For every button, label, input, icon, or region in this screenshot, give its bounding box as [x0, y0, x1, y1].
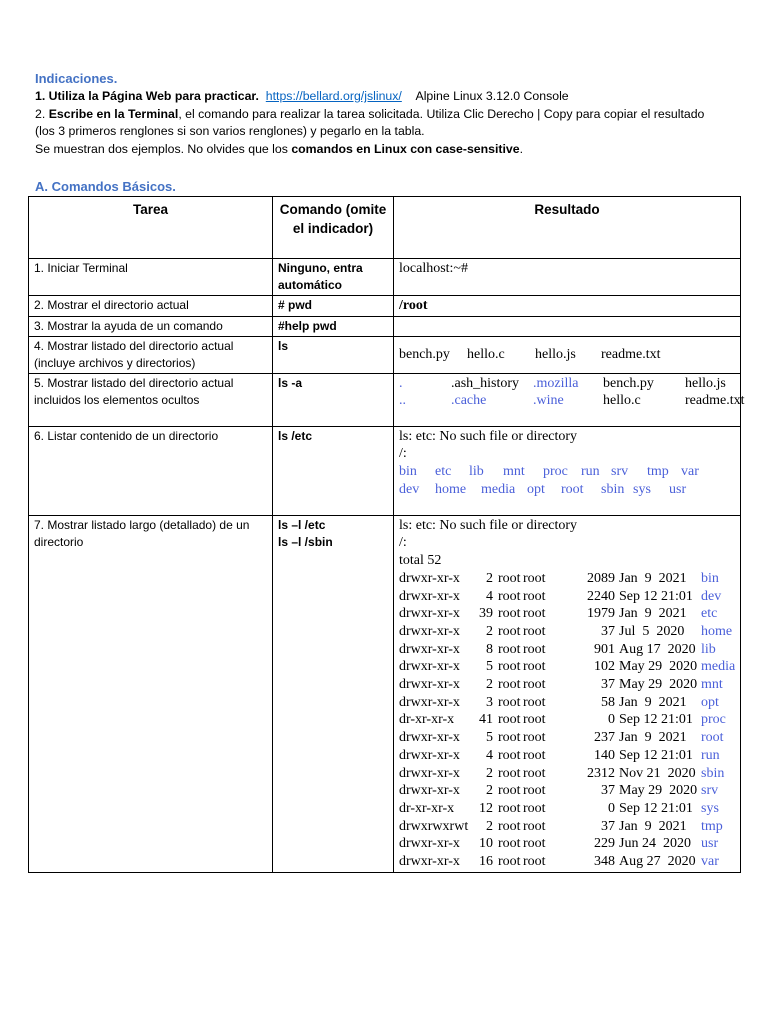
group-field: root	[523, 712, 546, 728]
row4-comando: ls	[273, 336, 394, 373]
size-field: 37	[601, 818, 615, 834]
size-date-name	[577, 711, 735, 729]
links-cell	[471, 605, 493, 623]
table-header-row	[29, 197, 741, 259]
group-field: root	[523, 694, 546, 710]
links-cell	[471, 729, 493, 747]
date-field: Nov 21 2020	[619, 765, 696, 781]
links-owner	[471, 818, 523, 836]
perm-field: drwxr-xr-x	[399, 659, 460, 675]
long-listing-row	[399, 588, 735, 606]
row5-comando: ls -a	[273, 373, 394, 426]
links-field: 41	[479, 712, 493, 728]
group-field: root	[523, 606, 546, 622]
table-row	[29, 316, 741, 336]
links-cell	[471, 747, 493, 765]
dir-name-field: opt	[701, 694, 719, 710]
perm-field: drwxrwxrwt	[399, 818, 469, 834]
size-field: 2089	[587, 570, 615, 586]
group-field: root	[523, 659, 546, 675]
links-field: 2	[486, 765, 493, 781]
dir-entry: media	[481, 481, 516, 497]
owner-field: root	[498, 765, 521, 781]
date-field: Sep 12 21:01	[619, 712, 693, 728]
group-field: root	[523, 570, 546, 586]
links-owner	[471, 747, 523, 765]
dir-entry: etc	[435, 464, 452, 480]
date-field: Sep 12 21:01	[619, 747, 693, 763]
links-owner	[471, 711, 523, 729]
file-entry: hello.js	[685, 375, 726, 391]
group-field: root	[523, 623, 546, 639]
instruction-line-4	[35, 141, 740, 159]
owner-field: root	[498, 854, 521, 870]
group-field: root	[523, 730, 546, 746]
row1-tarea: 1. Iniciar Terminal	[29, 259, 273, 296]
size-date-name	[577, 729, 735, 747]
size-date-name	[577, 853, 735, 871]
dir-name-field: sys	[701, 800, 719, 816]
perm-field: drwxr-xr-x	[399, 854, 460, 870]
dir-name-field: etc	[701, 606, 718, 622]
dir-entry: run	[581, 464, 600, 480]
dir-entry: srv	[611, 464, 629, 480]
owner-field: root	[498, 659, 521, 675]
links-cell	[471, 658, 493, 676]
links-field: 5	[486, 730, 493, 746]
dir-name-field: root	[701, 730, 724, 746]
row2-tarea: 2. Mostrar el directorio actual	[29, 296, 273, 317]
links-cell	[471, 570, 493, 588]
row7-comando-1: ls –l /etc	[278, 517, 326, 532]
links-cell	[471, 694, 493, 712]
size-field: 0	[608, 712, 615, 728]
date-field: Jan 9 2021	[619, 570, 687, 586]
dir-name-field: dev	[701, 588, 722, 604]
links-field: 2	[486, 818, 493, 834]
size-date-name	[577, 835, 735, 853]
links-field: 10	[479, 836, 493, 852]
date-field: Aug 27 2020	[619, 854, 696, 870]
long-listing-row	[399, 729, 735, 747]
dir-entry: opt	[527, 481, 545, 497]
instruction-line-2	[35, 106, 740, 124]
row7-resultado	[394, 515, 741, 872]
file-entry: hello.js	[535, 346, 576, 362]
perm-field: drwxr-xr-x	[399, 836, 460, 852]
perm-field: drwxr-xr-x	[399, 588, 460, 604]
links-owner	[471, 588, 523, 606]
perm-field: drwxr-xr-x	[399, 623, 460, 639]
header-tarea: Tarea	[29, 197, 273, 259]
size-field: 229	[594, 836, 615, 852]
long-listing-row	[399, 853, 735, 871]
file-entry: .ash_history	[451, 375, 520, 391]
file-entry: hello.c	[467, 346, 505, 362]
perm-field: drwxr-xr-x	[399, 747, 460, 763]
row5-resultado	[394, 373, 745, 426]
links-owner	[471, 782, 523, 800]
size-date-name	[577, 588, 735, 606]
date-field: Jul 5 2020	[619, 623, 685, 639]
file-entry: bench.py	[399, 346, 450, 362]
perm-field: dr-xr-xr-x	[399, 800, 455, 816]
date-field: Jan 9 2021	[619, 818, 687, 834]
links-field: 8	[486, 641, 493, 657]
long-listing	[399, 570, 735, 871]
instruction-4-text: Se muestran dos ejemplos. No olvides que los	[35, 141, 292, 156]
dir-name-field: home	[701, 623, 733, 639]
table-row	[29, 259, 741, 296]
row2-resultado	[394, 296, 741, 317]
links-owner	[471, 729, 523, 747]
dir-entry: var	[681, 464, 699, 480]
dir-name-field: proc	[701, 712, 726, 728]
links-field: 3	[486, 694, 493, 710]
long-listing-row	[399, 747, 735, 765]
dir-entry: tmp	[647, 464, 669, 480]
long-listing-row	[399, 818, 735, 836]
size-date-name	[577, 800, 735, 818]
group-field: root	[523, 800, 546, 816]
dir-name-field: media	[701, 659, 736, 675]
links-owner	[471, 765, 523, 783]
dir-name-field: sbin	[701, 765, 725, 781]
row1-resultado: localhost:~#	[394, 259, 741, 296]
long-listing-row	[399, 623, 735, 641]
links-owner	[471, 835, 523, 853]
links-field: 2	[486, 623, 493, 639]
long-listing-row	[399, 641, 735, 659]
links-cell	[471, 641, 493, 659]
size-field: 348	[594, 854, 615, 870]
group-field: root	[523, 747, 546, 763]
date-field: Aug 17 2020	[619, 641, 696, 657]
group-field: root	[523, 641, 546, 657]
size-field: 237	[594, 730, 615, 746]
perm-field: drwxr-xr-x	[399, 677, 460, 693]
perm-field: drwxr-xr-x	[399, 606, 460, 622]
file-entry: bench.py	[603, 375, 654, 391]
path-line: /:	[399, 535, 407, 551]
dir-entry: lib	[469, 464, 484, 480]
instruction-1-tail: Alpine Linux 3.12.0 Console	[415, 89, 569, 103]
hidden-dir-entry: .mozilla	[533, 375, 579, 391]
table-row	[29, 373, 741, 426]
date-field: Jun 24 2020	[619, 836, 691, 852]
long-listing-row	[399, 765, 735, 783]
links-cell	[471, 711, 493, 729]
group-field: root	[523, 677, 546, 693]
group-field: root	[523, 765, 546, 781]
row7-tarea: 7. Mostrar listado largo (detallado) de un directorio	[29, 515, 273, 872]
header-resultado: Resultado	[394, 197, 741, 259]
dir-entry: sbin	[601, 481, 625, 497]
owner-field: root	[498, 641, 521, 657]
table-row	[29, 336, 741, 373]
row7-comando	[273, 515, 394, 872]
instruction-2-num: 2.	[35, 106, 46, 121]
links-owner	[471, 570, 523, 588]
size-date-name	[577, 747, 735, 765]
instruction-line-3: (los 3 primeros renglones si son varios renglones) y pegarlo en la tabla.	[35, 124, 425, 138]
size-date-name	[577, 658, 735, 676]
date-field: May 29 2020	[619, 677, 698, 693]
dir-name-field: bin	[701, 570, 719, 586]
instruction-4-bold: comandos en Linux con case-sensitive	[291, 141, 520, 156]
owner-field: root	[498, 747, 521, 763]
dir-entry: proc	[543, 464, 568, 480]
row6-comando: ls /etc	[273, 426, 394, 515]
size-date-name	[577, 694, 735, 712]
owner-field: root	[498, 712, 521, 728]
group-field: root	[523, 854, 546, 870]
date-field: May 29 2020	[619, 783, 698, 799]
owner-field: root	[498, 836, 521, 852]
table-row	[29, 515, 741, 872]
row2-comando: # pwd	[273, 296, 394, 317]
row2-resultado-value: /root	[399, 298, 428, 313]
perm-field: dr-xr-xr-x	[399, 712, 455, 728]
size-date-name	[577, 641, 735, 659]
row5-tarea: 5. Mostrar listado del directorio actual incluidos los elementos ocultos	[29, 373, 273, 426]
date-field: May 29 2020	[619, 659, 698, 675]
links-owner	[471, 641, 523, 659]
owner-field: root	[498, 677, 521, 693]
size-field: 102	[594, 659, 615, 675]
group-field: root	[523, 783, 546, 799]
links-owner	[471, 605, 523, 623]
owner-field: root	[498, 623, 521, 639]
links-field: 2	[486, 783, 493, 799]
links-cell	[471, 800, 493, 818]
links-field: 4	[486, 588, 493, 604]
size-field: 37	[601, 623, 615, 639]
links-cell	[471, 765, 493, 783]
size-field: 37	[601, 677, 615, 693]
long-listing-row	[399, 605, 735, 623]
row6-resultado	[394, 426, 741, 515]
links-field: 4	[486, 747, 493, 763]
dir-entry: sys	[633, 481, 651, 497]
links-owner	[471, 676, 523, 694]
dir-name-field: usr	[701, 836, 719, 852]
long-listing-row	[399, 782, 735, 800]
group-field: root	[523, 836, 546, 852]
links-owner	[471, 853, 523, 871]
hidden-entry: .	[399, 375, 403, 391]
owner-field: root	[498, 570, 521, 586]
size-date-name	[577, 676, 735, 694]
error-line: ls: etc: No such file or directory	[399, 428, 578, 444]
perm-field: drwxr-xr-x	[399, 694, 460, 710]
table-row	[29, 296, 741, 317]
row7-comando-2: ls –l /sbin	[278, 534, 333, 549]
row3-comando: #help pwd	[273, 316, 394, 336]
row3-tarea: 3. Mostrar la ayuda de un comando	[29, 316, 273, 336]
row1-comando: Ninguno, entra automático	[273, 259, 394, 296]
dir-entry: bin	[399, 464, 417, 480]
perm-field: drwxr-xr-x	[399, 570, 460, 586]
size-field: 58	[601, 694, 615, 710]
links-cell	[471, 588, 493, 606]
total-line: total 52	[399, 553, 442, 569]
perm-field: drwxr-xr-x	[399, 730, 460, 746]
owner-field: root	[498, 730, 521, 746]
size-field: 37	[601, 783, 615, 799]
dir-name-field: var	[701, 854, 719, 870]
date-field: Jan 9 2021	[619, 606, 687, 622]
dir-entry: dev	[399, 481, 420, 497]
path-line: /:	[399, 446, 407, 462]
dir-entry: home	[435, 481, 467, 497]
commands-table	[28, 196, 745, 873]
instruction-1-bold: 1. Utiliza la Página Web para practicar.	[35, 89, 259, 103]
hidden-dir-entry: .wine	[533, 393, 564, 409]
dir-name-field: lib	[701, 641, 716, 657]
links-cell	[471, 818, 493, 836]
instruction-2-bold: Escribe en la Terminal	[48, 106, 179, 121]
long-listing-row	[399, 570, 735, 588]
links-owner	[471, 694, 523, 712]
size-field: 2240	[587, 588, 615, 604]
long-listing-row	[399, 658, 735, 676]
hidden-entry: ..	[399, 393, 406, 409]
links-cell	[471, 676, 493, 694]
size-date-name	[577, 623, 735, 641]
size-date-name	[577, 765, 735, 783]
owner-field: root	[498, 783, 521, 799]
instruction-4-end: .	[519, 141, 523, 156]
owner-field: root	[498, 800, 521, 816]
long-listing-row	[399, 711, 735, 729]
date-field: Sep 12 21:01	[619, 800, 693, 816]
links-owner	[471, 658, 523, 676]
dir-entry: mnt	[503, 464, 525, 480]
file-entry: readme.txt	[601, 346, 661, 362]
table-row	[29, 426, 741, 515]
file-entry: hello.c	[603, 393, 641, 409]
instruction-line-1	[35, 88, 740, 106]
links-field: 2	[486, 677, 493, 693]
error-line: ls: etc: No such file or directory	[399, 517, 578, 533]
links-field: 5	[486, 659, 493, 675]
row6-tarea: 6. Listar contenido de un directorio	[29, 426, 273, 515]
links-cell	[471, 623, 493, 641]
size-date-name	[577, 570, 735, 588]
owner-field: root	[498, 606, 521, 622]
date-field: Jan 9 2021	[619, 694, 687, 710]
links-field: 2	[486, 570, 493, 586]
links-cell	[471, 853, 493, 871]
date-field: Sep 12 21:01	[619, 588, 693, 604]
header-comando: Comando (omite el indicador)	[273, 197, 394, 259]
perm-field: drwxr-xr-x	[399, 783, 460, 799]
size-date-name	[577, 605, 735, 623]
group-field: root	[523, 588, 546, 604]
links-cell	[471, 782, 493, 800]
dir-entry: root	[561, 481, 584, 497]
size-field: 2312	[587, 765, 615, 781]
perm-field: drwxr-xr-x	[399, 641, 460, 657]
size-field: 0	[608, 800, 615, 816]
links-field: 12	[479, 800, 493, 816]
links-field: 39	[479, 606, 493, 622]
size-date-name	[577, 782, 735, 800]
dir-name-field: tmp	[701, 818, 723, 834]
indicaciones-title: Indicaciones.	[35, 71, 118, 86]
links-field: 16	[479, 854, 493, 870]
links-cell	[471, 835, 493, 853]
hidden-dir-entry: .cache	[451, 393, 487, 409]
group-field: root	[523, 818, 546, 834]
size-field: 140	[594, 747, 615, 763]
row4-tarea: 4. Mostrar listado del directorio actual (incluye archivos y directorios)	[29, 336, 273, 373]
long-listing-row	[399, 694, 735, 712]
owner-field: root	[498, 588, 521, 604]
dir-name-field: run	[701, 747, 720, 763]
instruction-2-text: , el comando para realizar la tarea solicitada. Utiliza Clic Derecho | Copy para copiar el resultado	[178, 106, 705, 121]
section-a-title: A. Comandos Básicos.	[35, 179, 176, 194]
long-listing-row	[399, 676, 735, 694]
size-field: 901	[594, 641, 615, 657]
dir-name-field: srv	[701, 783, 719, 799]
links-owner	[471, 800, 523, 818]
size-field: 1979	[587, 606, 615, 622]
long-listing-row	[399, 835, 735, 853]
row4-resultado	[394, 336, 741, 373]
instructions-block	[35, 70, 740, 158]
jslinux-link[interactable]: https://bellard.org/jslinux/	[265, 89, 402, 103]
date-field: Jan 9 2021	[619, 730, 687, 746]
row3-resultado	[394, 316, 741, 336]
links-owner	[471, 623, 523, 641]
owner-field: root	[498, 818, 521, 834]
dir-entry: usr	[669, 481, 687, 497]
perm-field: drwxr-xr-x	[399, 765, 460, 781]
dir-name-field: mnt	[701, 677, 723, 693]
size-date-name	[577, 818, 735, 836]
file-entry: readme.txt	[685, 393, 745, 409]
owner-field: root	[498, 694, 521, 710]
long-listing-row	[399, 800, 735, 818]
